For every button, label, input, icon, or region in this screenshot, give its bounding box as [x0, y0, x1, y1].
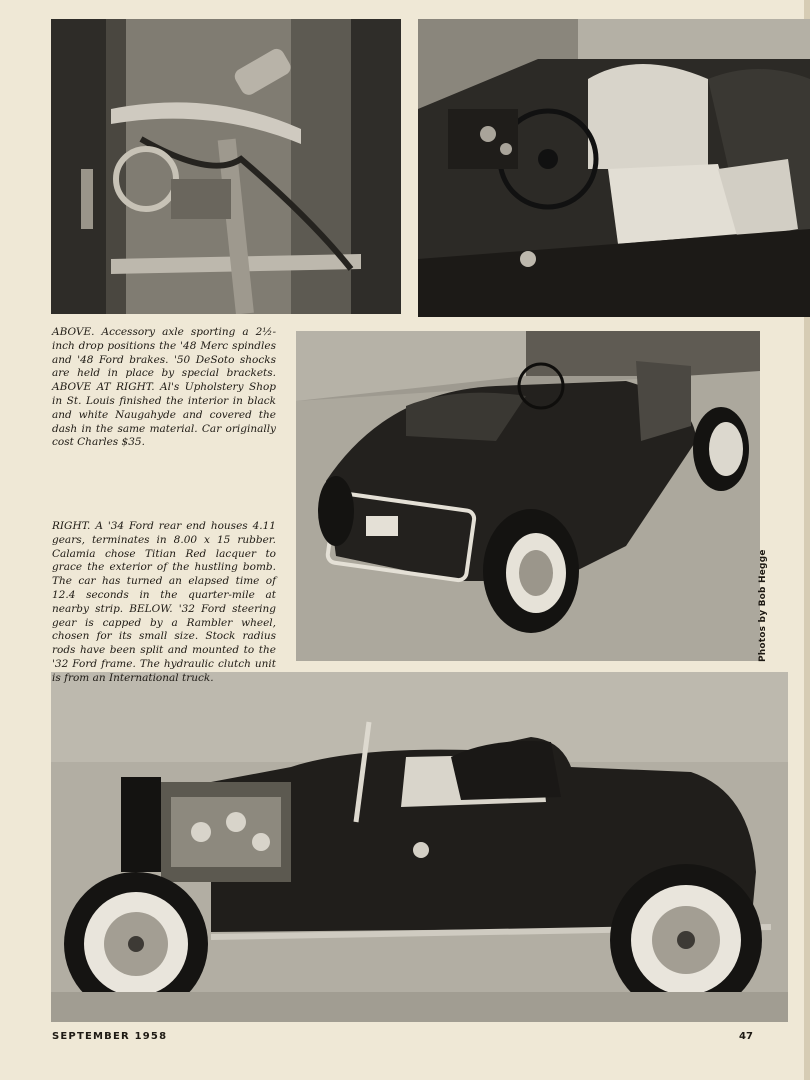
page-number: 47: [739, 1031, 753, 1042]
axle-photo: [51, 19, 401, 314]
roadster-side-photo: [51, 672, 788, 1022]
caption-above: ABOVE. Accessory axle sporting a 2½-inch drop positions the '48 Merc spindles and '48 Ford brakes. '50 DeSoto shocks are held in place by special brackets. ABOVE AT RIGHT. Al's Upholstery Shop in St. Louis finished the interior in black and white Naugahyde and covered the dash in the same material. Car originally cost Charles $35.: [52, 326, 276, 449]
photo-credit-text: Photos by Bob Hegge: [758, 549, 768, 662]
caption-right: RIGHT. A '34 Ford rear end houses 4.11 gears, terminates in 8.00 x 15 rubber. Calamia chose Titian Red lacquer to grace the exterior of the hustling bomb. The car has turned an elapsed time of 12.4 seconds in the quarter-mile at nearby strip. BELOW. '32 Ford steering gear is capped by a Rambler wheel, chosen for its small size. Stock radius rods have been split and mounted to the '32 Ford frame. The hydraulic clutch unit is from an International truck.: [52, 520, 276, 684]
roadster-rear-photo: [296, 331, 760, 661]
footer-issue-date: SEPTEMBER 1958: [52, 1031, 168, 1042]
interior-photo: [418, 19, 810, 317]
